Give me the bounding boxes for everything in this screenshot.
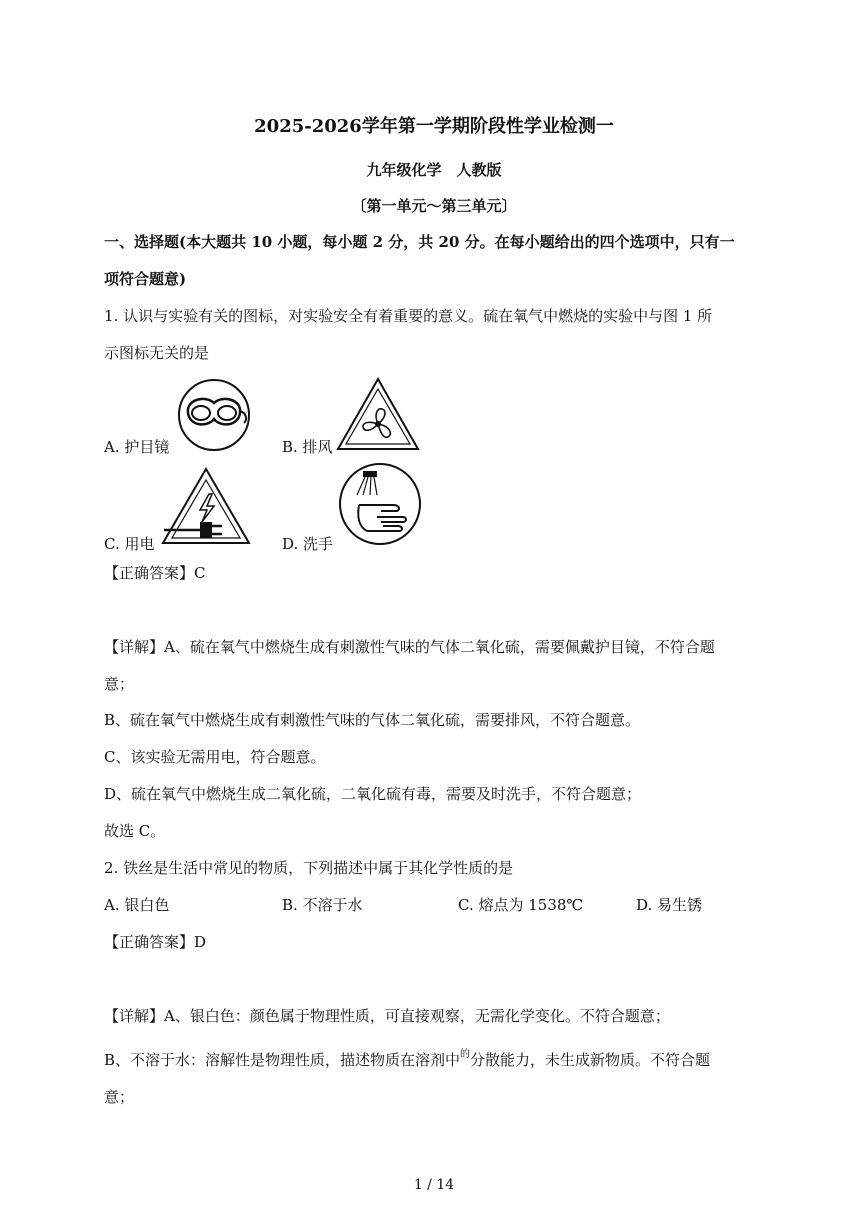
q2-option-c: C. 熔点为 1538℃	[458, 896, 584, 914]
doc-title: 2025-2026学年第一学期阶段性学业检测一	[254, 116, 614, 137]
doc-grade: 九年级化学 人教版	[366, 161, 502, 179]
doc-scope: 〔第一单元～第三单元〕	[351, 197, 517, 215]
hand-wash-icon	[337, 461, 423, 547]
q2-answer: 【正确答案】D	[104, 933, 207, 951]
page-number: 1 / 14	[413, 1177, 455, 1193]
q2-explain-line2	[104, 1050, 710, 1073]
section-heading-line1: 一、选择题(本大题共 10 小题，每小题 2 分，共 20 分。在每小题给出的四个选项中，只有一	[104, 233, 735, 251]
section-heading-line2: 项符合题意)	[104, 270, 187, 288]
q1-answer: 【正确答案】C	[104, 564, 206, 582]
q1-explain-line6: 故选 C。	[104, 822, 166, 840]
q1-explain-line2: 意；	[104, 675, 135, 693]
q1-explain-line4: C、该实验无需用电，符合题意。	[104, 748, 326, 766]
q1-explain-line1: 【详解】A、硫在氧气中燃烧生成有刺激性气味的气体二氧化硫，需要佩戴护目镜，不符合题	[104, 638, 715, 656]
q2-explain-line1: 【详解】A、银白色：颜色属于物理性质，可直接观察，无需化学变化。不符合题意；	[104, 1007, 670, 1025]
q2-explain-line3: 意；	[104, 1088, 135, 1106]
q1-stem-line1: 1. 认识与实验有关的图标，对实验安全有着重要的意义。硫在氧气中燃烧的实验中与图 1 所	[104, 307, 713, 325]
q1-option-d: D. 洗手	[282, 535, 334, 553]
q1-option-a: A. 护目镜	[104, 438, 170, 456]
q2-option-b: B. 不溶于水	[282, 896, 363, 914]
q1-option-c: C. 用电	[104, 535, 155, 553]
q2-explain-line2-part2: 分散能力，未生成新物质。不符合题	[470, 1051, 711, 1069]
electricity-icon	[160, 466, 252, 546]
q1-explain-line3: B、硫在氧气中燃烧生成有刺激性气味的气体二氧化硫，需要排风，不符合题意。	[104, 711, 641, 729]
q1-explain-line5: D、硫在氧气中燃烧生成二氧化硫，二氧化硫有毒，需要及时洗手，不符合题意；	[104, 785, 642, 803]
q1-option-b: B. 排风	[282, 438, 333, 456]
q2-stem: 2. 铁丝是生活中常见的物质，下列描述中属于其化学性质的是	[104, 859, 514, 877]
exhaust-fan-icon	[335, 376, 421, 452]
q2-explain-line2-sup: 的	[460, 1049, 471, 1060]
goggles-icon	[176, 377, 252, 453]
q2-option-d: D. 易生锈	[636, 896, 703, 914]
q1-stem-line2: 示图标无关的是	[104, 344, 210, 362]
q2-option-a: A. 银白色	[104, 896, 170, 914]
q2-explain-line2-part1: B、不溶于水：溶解性是物理性质，描述物质在溶剂中	[104, 1051, 461, 1069]
